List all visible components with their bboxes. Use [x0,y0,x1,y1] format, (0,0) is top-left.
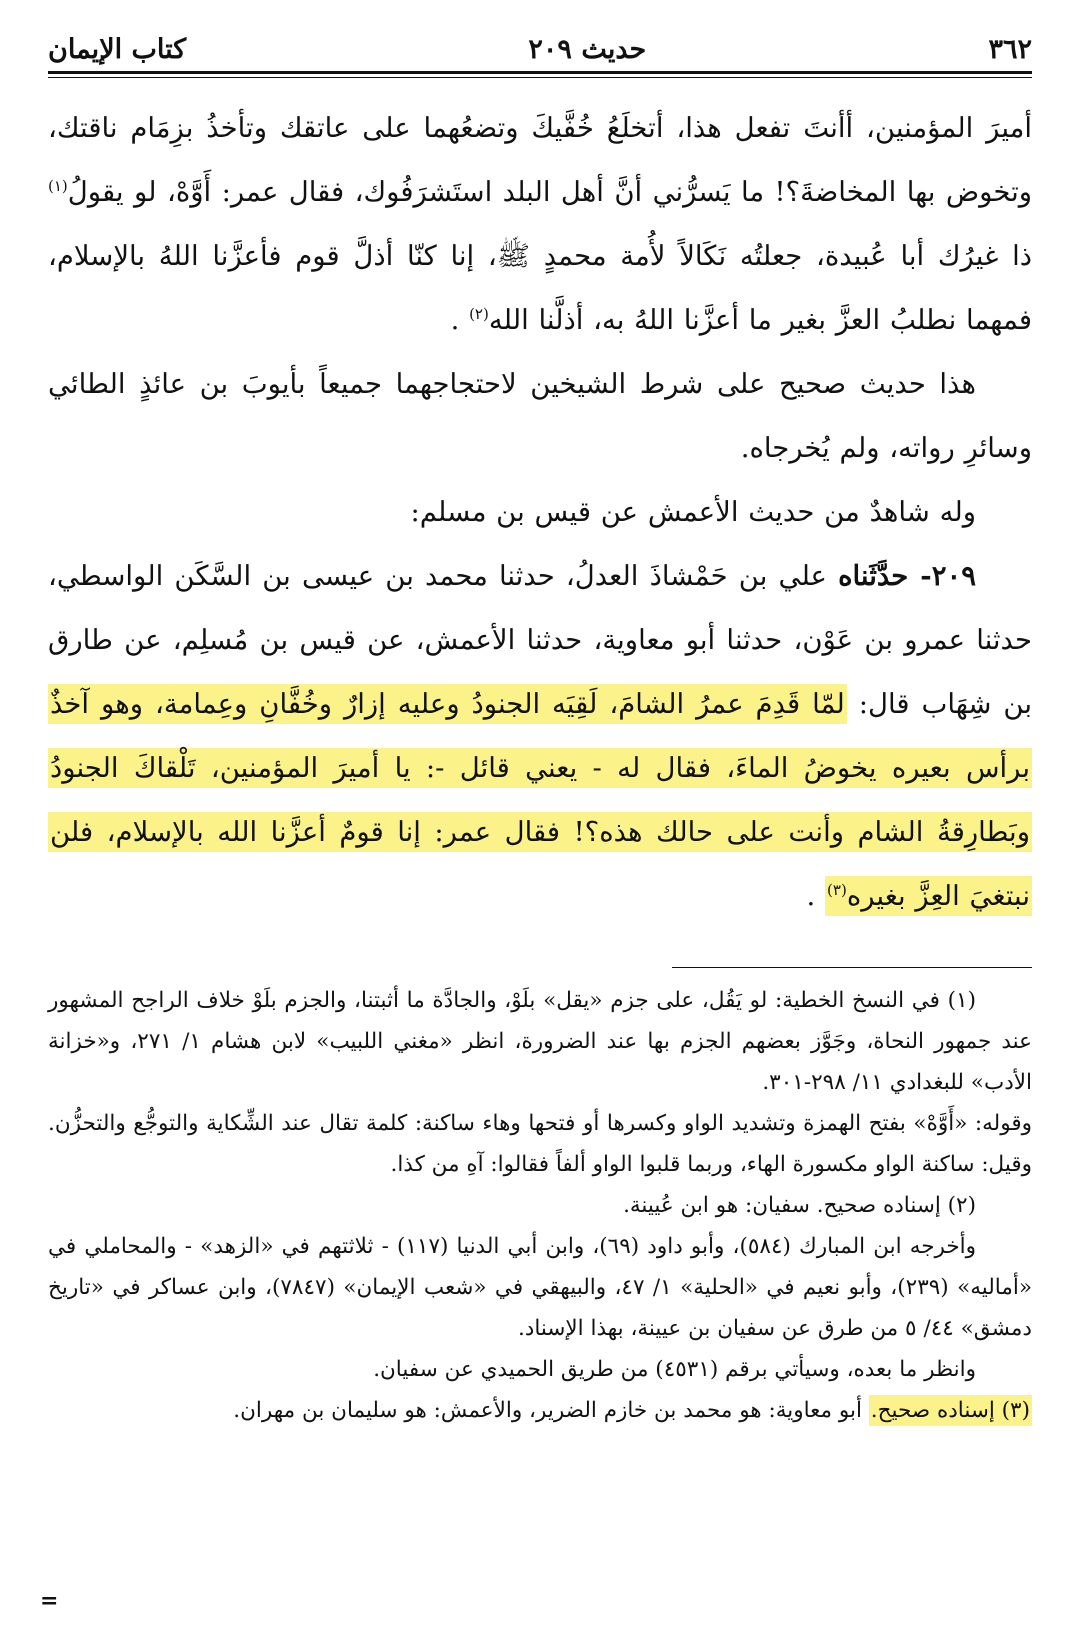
footnote-2 [48,1185,1032,1226]
footnote-3-highlight [869,1395,1032,1426]
footnote-1-number: (١) [947,988,976,1013]
hadith-end: . [806,880,826,912]
header-rule [48,71,1032,74]
footnote-ref-2[interactable]: (٢) [469,304,489,323]
footnote-3 [48,1390,1032,1431]
footnote-3-highlight-text: إسناده صحيح. [870,1398,1002,1423]
para1-text-b: ذا غيرُك أبا عُبيدة، جعلتُه نَكَالاً لأُمة محمدٍ ﷺ، إنا كنّا أذلَّ قوم فأعزَّنا اللهُ بالإسلام، فمهما نطلبُ العزَّ بغير ما أعزَّنا اللهُ به، أذلَّنا الله [48,240,1032,336]
hadith-isnad: علي بن حَمْشاذَ العدلُ، حدثنا محمد بن عيسى بن السَّكَن الواسطي، حدثنا عمرو بن عَوْن، حدثنا أبو معاوية، حدثنا الأعمش، عن قيس بن مُسلِم، عن طارق بن شِهَاب قال: [48,560,1032,720]
footnote-1-text: في النسخ الخطية: لو يَقُل، على جزم «يقل» بلَوْ، والجادَّة ما أثبتنا، والجزم بلَوْ خلاف الراجح المشهور عند جمهور النحاة، وجَوَّز بعضهم الجزم بها عند الضرورة، انظر «مغني اللبيب» لابن هشام ١/ ٢٧١، و«خزانة الأدب» للبغدادي ١١/ ٢٩٨-٣٠١. [48,988,1033,1095]
footnote-2-see-also: وانظر ما بعده، وسيأتي برقم (٤٥٣١) من طريق الحميدي عن سفيان. [373,1357,976,1382]
hadith-number: ٢٠٩- حدَّثَناه [838,560,976,592]
footnotes [48,980,1032,1431]
footnote-2-number: (٢) [947,1193,976,1218]
margin-mark: = [40,1588,59,1614]
hadith-matn: لمّا قَدِمَ عمرُ الشامَ، لَقِيَه الجنودُ وعليه إزارٌ وخُفَّانِ وعِمامة، وهو آخذٌ برأس بعيره يخوضُ الماءَ، فقال له - يعني قائل -: يا أميرَ المؤمنين، تَلْقاكَ الجنودُ وبَطارِقةُ الشام وأنت على حالك هذه؟! فقال عمر: إنا قومٌ أعزَّنا الله بالإسلام، فلن نبتغيَ العِزَّ بغيره [50,688,1030,912]
footnote-ref-1[interactable]: (١) [48,176,68,195]
hadith-209 [48,544,1032,928]
footnote-3-number: (٣) [1001,1398,1030,1423]
paragraph-1 [48,96,1032,352]
footnote-1 [48,980,1032,1103]
paragraph-3: وله شاهدٌ من حديث الأعمش عن قيس بن مسلم: [410,496,976,528]
book-title: كتاب الإيمان [48,33,187,65]
para1-text: أميرَ المؤمنين، أأنتَ تفعل هذا، أتخلَعُ خُفَّيكَ وتضعُهما على عاتقك وتأخذُ بزِمَام ناقتك، وتخوض بها المخاضةَ؟! ما يَسرُّني أنَّ أهل البلد استَشرَفُوك، فقال عمر: أَوَّهْ، لو يقولُ [48,112,1032,208]
para1-end: . [450,304,470,336]
footnote-separator [672,967,1032,968]
footnote-ref-3[interactable]: (٣) [827,880,847,899]
header-rule-thin [48,77,1032,78]
footnote-3-text: أبو معاوية: هو محمد بن خازم الضرير، والأعمش: هو سليمان بن مهران. [233,1398,869,1423]
footnote-2-text: إسناده صحيح. سفيان: هو ابن عُيينة. [623,1193,948,1218]
running-header [48,30,1032,68]
hadith-label: حديث ٢٠٩ [528,33,647,65]
main-text [48,96,1032,928]
footnote-1-continued: وقوله: «أَوَّهْ» بفتح الهمزة وتشديد الواو وكسرها أو فتحها وهاء ساكنة: كلمة تقال عند الشِّكاية والتوجُّع والتحزُّن. وقيل: ساكنة الواو مكسورة الهاء، وربما قلبوا الواو ألفاً فقالوا: آهِ من كذا. [48,1111,1032,1177]
paragraph-2: هذا حديث صحيح على شرط الشيخين لاحتجاجهما جميعاً بأيوبَ بن عائذٍ الطائي وسائرِ رواته، ولم يُخرجاه. [48,368,1032,464]
page-number: ٣٦٢ [988,33,1032,65]
footnote-2-sources: وأخرجه ابن المبارك (٥٨٤)، وأبو داود (٦٩)، وابن أبي الدنيا (١١٧) - ثلاثتهم في «الزهد» - والمحاملي في «أماليه» (٢٣٩)، وأبو نعيم في «الحلية» ١/ ٤٧، والبيهقي في «شعب الإيمان» (٧٨٤٧)، وابن عساكر في «تاريخ دمشق» ٤٤/ ٥ من طرق عن سفيان بن عيينة، بهذا الإسناد. [48,1234,1032,1341]
